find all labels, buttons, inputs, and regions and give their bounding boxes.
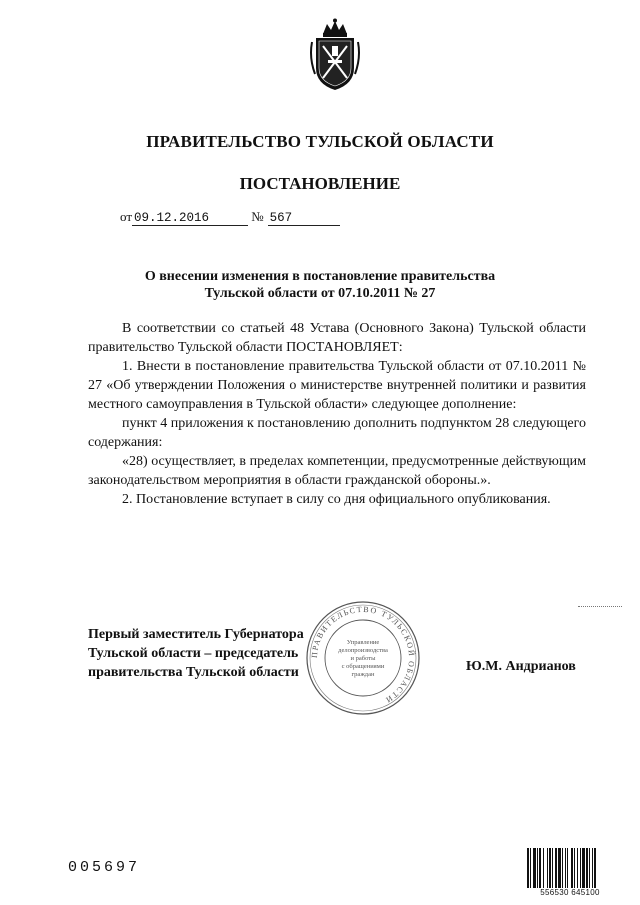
document-number: 567 [268,211,340,226]
official-stamp [305,600,421,716]
stamp-inner-line: с обращениями [341,663,385,670]
document-body [88,319,586,509]
divider-dots [578,606,622,607]
subject-line-1: О внесении изменения в постановление правительства [144,269,496,284]
body-paragraph: «28) осуществляет, в пределах компетенции, предусмотренные действующим законодательством мероприятия в области гражданской обороны.». [88,454,586,488]
stamp-inner-line: Управление [346,639,380,646]
stamp-inner-line: и работы [350,655,376,662]
barcode-icon [527,848,613,888]
signatory-title [88,625,304,682]
registration-number: 005697 [68,859,141,876]
document-type: ПОСТАНОВЛЕНИЕ [239,174,401,193]
number-prefix: № [251,209,264,224]
date-prefix: от [120,209,133,224]
subject-line-2: Тульской области от 07.10.2011 № 27 [204,286,436,301]
stamp-inner-line: граждан [351,671,375,678]
body-paragraph: В соответствии со статьей 48 Устава (Основного Закона) Тульской области правительство Тульской области ПОСТАНОВЛЯЕТ: [88,321,586,355]
stamp-ring-text: ПРАВИТЕЛЬСТВО ТУЛЬСКОЙ ОБЛАСТИ [309,604,417,705]
signatory-name: Ю.М. Андрианов [466,659,576,674]
organization-title: ПРАВИТЕЛЬСТВО ТУЛЬСКОЙ ОБЛАСТИ [146,132,494,151]
tula-coat-of-arms-icon [309,18,361,94]
barcode-number: 556530 645100 [540,888,600,897]
signatory-title-line: Первый заместитель Губернатора [88,627,304,642]
document-subject [100,268,540,302]
signatory-title-line: Тульской области – председатель [88,646,299,661]
body-paragraph: пункт 4 приложения к постановлению дополнить подпунктом 28 следующего содержания: [88,416,586,450]
date-number-line [120,209,340,226]
stamp-inner-line: делопроизводства [338,647,388,654]
document-date: 09.12.2016 [132,211,248,226]
body-paragraph: 1. Внести в постановление правительства Тульской области от 07.10.2011 № 27 «Об утверждении Положения о министерстве внутренней политики и развития местного самоуправления в Тульской области» следующее дополнение: [88,359,586,412]
body-paragraph: 2. Постановление вступает в силу со дня официального опубликования. [122,492,551,507]
signatory-title-line: правительства Тульской области [88,665,299,680]
